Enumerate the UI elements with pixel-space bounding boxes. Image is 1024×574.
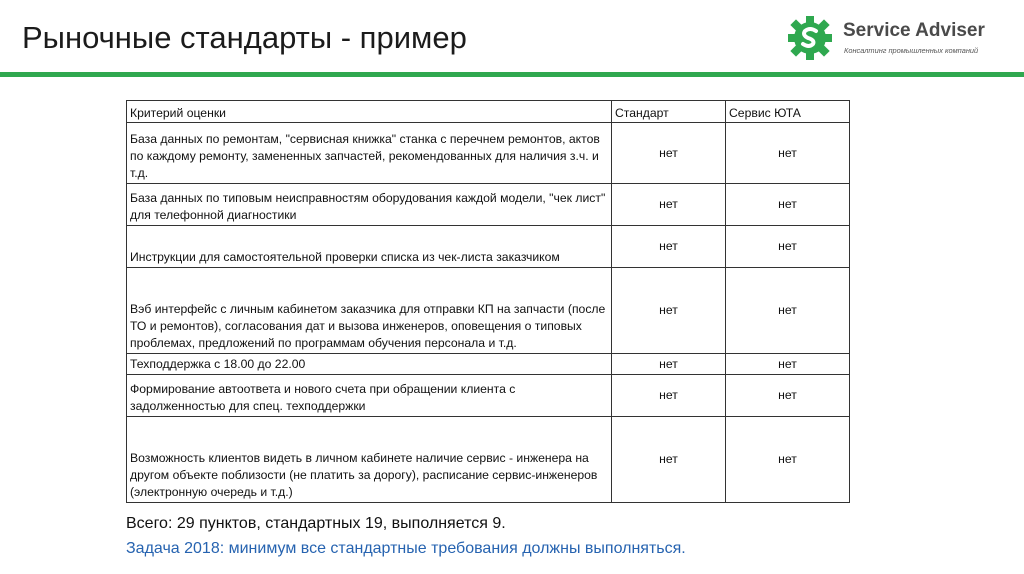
summary-text: Всего: 29 пунктов, стандартных 19, выполняется 9. [126,515,506,532]
criterion-cell: База данных по ремонтам, "сервисная книжка" станка с перечнем ремонтов, актов по каждому ремонту, замененных запчастей, рекомендованных для наличия з.ч. и т.д. [127,123,612,184]
standard-cell: нет [612,123,726,184]
service-cell: нет [726,417,850,503]
header-divider [0,72,1024,77]
logo-subtitle: Консалтинг промышленных компаний [844,46,979,55]
criterion-cell: Возможность клиентов видеть в личном кабинете наличие сервис - инженера на другом объекте поблизости (не платить за дорогу), расписание сервис-инженеров (электронную очередь и т.д.) [127,417,612,503]
standards-table [126,100,850,503]
standard-cell: нет [612,375,726,417]
column-header-service: Сервис ЮТА [726,101,850,123]
standard-cell: нет [612,417,726,503]
criterion-cell: Формирование автоответа и нового счета при обращении клиента с задолженностью для спец. техподдержки [127,375,612,417]
table-row [127,184,850,226]
logo-name: Service Adviser [843,20,985,41]
standard-cell: нет [612,268,726,354]
service-cell: нет [726,123,850,184]
standard-cell: нет [612,354,726,375]
column-header-standard: Стандарт [612,101,726,123]
table-row [127,268,850,354]
page-title: Рыночные стандарты - пример [22,20,467,55]
company-logo [783,13,1013,63]
service-cell: нет [726,354,850,375]
table-row [127,417,850,503]
table-row [127,375,850,417]
criterion-cell: Техподдержка с 18.00 до 22.00 [127,354,612,375]
criterion-cell: Инструкции для самостоятельной проверки списка из чек-листа заказчиком [127,226,612,268]
table-row [127,123,850,184]
table-row [127,226,850,268]
goal-text: Задача 2018: минимум все стандартные требования должны выполняться. [126,540,686,557]
service-cell: нет [726,375,850,417]
table-row [127,354,850,375]
criterion-cell: Вэб интерфейс с личным кабинетом заказчика для отправки КП на запчасти (после ТО и ремонтов), согласования дат и вызова инженеров, оповещения о типовых проблемах, предложений по программам обучения персонала и т.д. [127,268,612,354]
service-cell: нет [726,184,850,226]
table-header-row [127,101,850,123]
gear-logo-icon [783,13,837,63]
standard-cell: нет [612,226,726,268]
standard-cell: нет [612,184,726,226]
service-cell: нет [726,268,850,354]
column-header-criterion: Критерий оценки [127,101,612,123]
service-cell: нет [726,226,850,268]
criterion-cell: База данных по типовым неисправностям оборудования каждой модели, "чек лист" для телефонной диагностики [127,184,612,226]
